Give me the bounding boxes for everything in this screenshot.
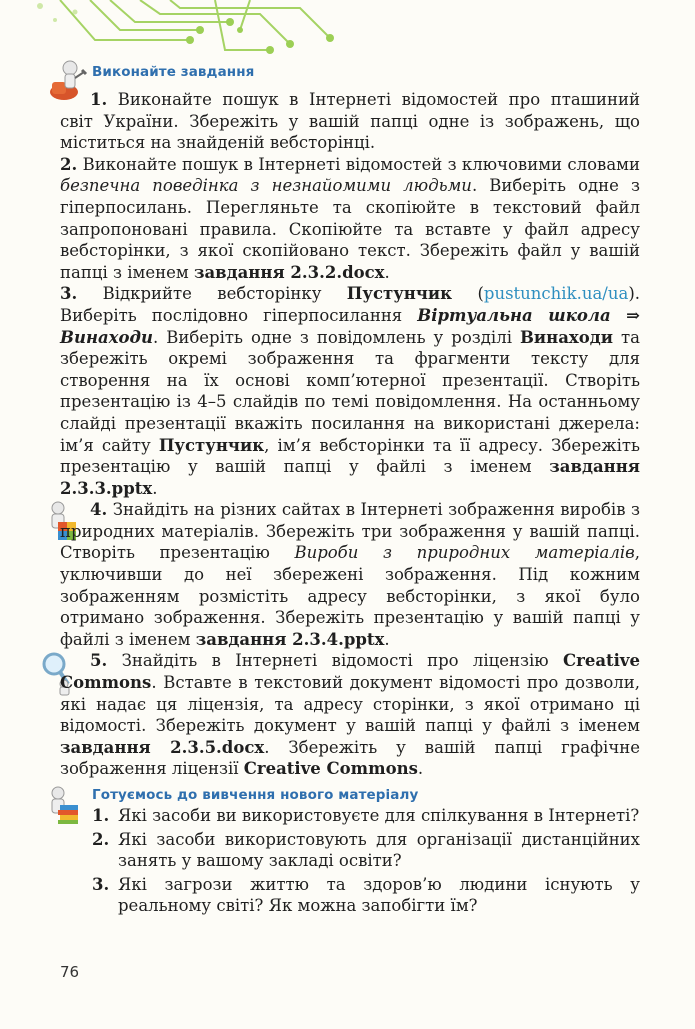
question-text: Які загрози життю та здоров’ю людини існують у реальному світі? Як можна запобігти їм? [118,874,640,916]
section-heading-preparation: Готуємось до вивчення нового матеріалу [92,787,419,803]
task-text: . [152,478,158,498]
presentation-title: Вироби з природних матеріалів [294,543,635,563]
site-name: Пустунчик [158,435,265,455]
task-text: ). Виберіть послідовно гіперпосилання [60,284,640,325]
circuit-decoration [0,0,340,60]
question-text: Які засоби ви використовуєте для спілкування в Інтернеті? [118,806,640,825]
task-3 [60,283,640,499]
license-name: Creative Commons [60,651,640,693]
file-name: завдання 2.3.3.pptx [60,457,640,498]
question-item [92,829,640,872]
question-number: 3. [92,874,110,894]
page-number: 76 [60,963,80,981]
hyperlink-path: Віртуальна школа ⇒ Винаходи [60,305,641,347]
task-text: та збережіть окремі зображення та фрагменти тексту для створення на їх основі комп’ютерної презентації. Створіть презентацію із 4–5 слайдів по темі повідомлення. На останньому слайді презентації вкажіть посилання на використані джерела: ім’я сайту [60,327,640,455]
task-text: . Виберіть одне з гіперпосилань. Перегляньте та скопіюйте в текстовий файл запропоновані правила. Скопіюйте та вставте у файл адресу вебсторінки, з якої скопійовано текст. Збережіть файл у вашій папці з іменем [60,176,640,282]
section-name: Винаходи [519,327,614,347]
question-number: 2. [92,829,110,849]
question-item [92,874,640,917]
task-text: . Виберіть одне з повідомлень у розділі [152,327,520,347]
task-text: Виконайте пошук в Інтернеті відомостей з ключовими словами [82,154,640,174]
task-text: . [384,629,390,649]
task-text: . Збережіть у вашій папці графічне зображення ліцензії [60,737,640,779]
figure-with-books-icon [44,785,84,825]
task-number: 1. [90,90,108,109]
section-heading-tasks: Виконайте завдання [92,64,255,80]
questions-list [92,805,640,919]
question-item [92,805,640,827]
tasks-block [60,89,640,780]
task-italic-phrase: безпечна поведінка з незнайомими людьми [60,176,472,196]
task-1 [60,89,640,154]
task-number: 2. [60,154,78,174]
site-link[interactable]: pustunchik.ua/ua [483,284,629,304]
task-text: , уключивши до неї збережені зображення. Під кожним зображенням розмістіть адресу вебсторінки, з якої було отримано зображення. Збережіть презентацію у вашій папці у файлі з іменем [60,543,640,649]
task-text: , ім’я вебсторінки та її адресу. Збережіть презентацію у вашій папці у файлі з іменем [60,435,640,477]
task-4 [60,499,640,650]
task-text: . Вставте в текстовий документ відомості про дозволи, які надає ця ліцензія, та адресу сторінки, з якої отримано ці відомості. Збережіть документ у вашій папці у файлі з іменем [60,673,640,736]
task-number: 3. [60,284,78,304]
task-2 [60,154,640,284]
task-text: Відкрийте вебсторінку [102,284,347,304]
license-name: Creative Commons [243,759,418,779]
task-text: Знайдіть на різних сайтах в Інтернеті зображення виробів з природних матеріалів. Збережіть три зображення у вашій папці. Створіть презентацію [60,500,640,563]
task-5 [60,650,640,780]
task-number: 5. [90,651,108,671]
question-text: Які засоби використовують для організації дистанційних занять у вашому закладі освіти? [118,829,640,871]
file-name: завдання 2.3.5.docx [60,737,265,757]
question-number: 1. [92,806,110,825]
task-text: Знайдіть в Інтернеті відомості про ліцензію [121,651,563,671]
site-name: Пустунчик [346,284,453,304]
task-text: . [384,262,390,282]
task-text: Виконайте пошук в Інтернеті відомостей про пташиний світ України. Збережіть у вашій папці одне із зображень, що міститься на знайденій вебсторінці. [60,90,640,153]
task-number: 4. [90,500,108,520]
task-text: . [417,759,424,779]
file-name: завдання 2.3.4.pptx [195,629,385,649]
file-name: завдання 2.3.2.docx [193,262,385,282]
task-text: ( [452,284,484,304]
